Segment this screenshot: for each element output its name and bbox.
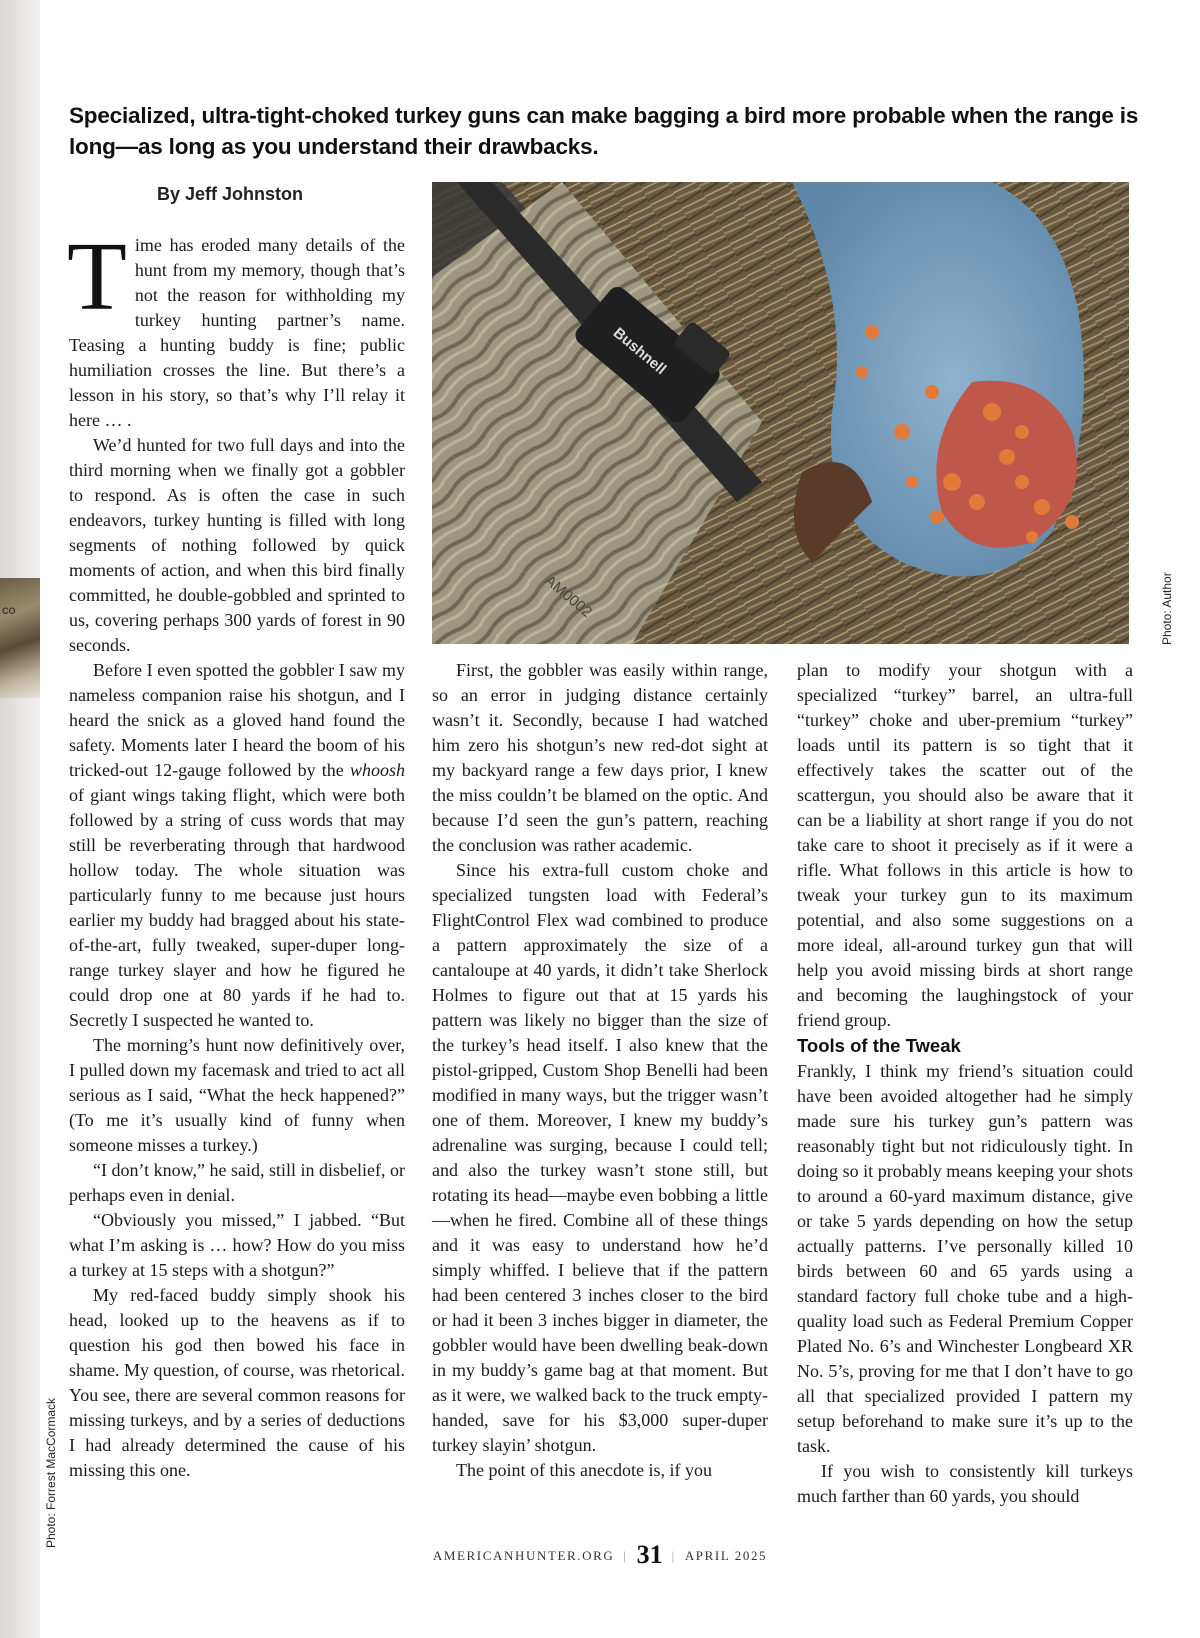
photo-credit-left: Photo: Forrest MacCormack [44,1397,58,1548]
headline-deck: Specialized, ultra-tight-choked turkey guns can make bagging a bird more probable when the range is long—as long as you understand their drawbacks. [69,103,1139,159]
article-column-3 [797,658,1133,1509]
left-strip-text: CO [2,606,16,616]
paragraph: The morning’s hunt now definitively over, I pulled down my facemask and tried to act all serious as I said, “What the heck happened?” (To me it’s usually kind of funny when someone misses a turkey.) [69,1035,405,1155]
bushnell-logo-text: Bushnell [609,324,670,379]
article-column-1 [67,223,406,1483]
section-subhead: Tools of the Tweak [797,1035,961,1056]
shotgun-image-fragment [0,578,40,698]
paragraph: plan to modify your shotgun with a specialized “turkey” barrel, an ultra-full “turkey” choke and uber-premium “turkey” loads until its pattern is so tight that it effectively takes the scatter out of the scattergun, you should also be aware that it can be a liability at short range if you do not take care to shoot it precisely as if it were a rifle. What follows in this article is how to tweak your turkey gun to its maximum potential, and also some suggestions on a more ideal, all-around turkey gun that will help you avoid missing birds at short range and becoming the laughingstock of your friend group. [797,660,1133,1030]
gun-serial-text: AM0002 [541,572,596,621]
paragraph: “Obviously you missed,” I jabbed. “But what I’m asking is … how? How do you miss a turkey at 15 steps with a shotgun?” [69,1210,405,1280]
paragraph: Before I even spotted the gobbler I saw my nameless companion raise his shotgun, and I heard the snick as a gloved hand found the safety. Moments later I heard the boom of his tricked-out 12-gauge followed by the whoosh of giant wings taking flight, which were both followed by a string of cuss words that may still be reverberating through that hardwood hollow today. The whole situation was particularly funny to me because just hours earlier my buddy had bragged about his state-of-the-art, fully tweaked, super-duper long-range turkey slayer and how he figured he could drop one at 80 yards if he had to. Secretly I suspected he wanted to. [69,660,406,1030]
paragraph: Since his extra-full custom choke and specialized tungsten load with Federal’s FlightControl Flex wad combined to produce a pattern approximately the size of a cantaloupe at 40 yards, it didn’t take Sherlock Holmes to figure out that at 15 yards his pattern was likely no bigger than the size of the turkey’s head itself. I also knew that the pistol-gripped, Custom Shop Benelli had been modified in many ways, but the trigger wasn’t one of them. Moreover, I knew my buddy’s adrenaline was surging, because I could tell; and also the turkey wasn’t stone still, but rotating its head—maybe even bobbing a little—when he fired. Combine all of these things and it was easy to understand how he’d simply whiffed. I believe that if the pattern had been centered 3 inches closer to the bird or had it been 3 inches bigger in diameter, the gobbler would have been dwelling beak-down in my buddy’s game bag at that moment. But as it were, we walked back to the truck empty-handed, save for his $3,000 super-duper turkey slayin’ shotgun. [432,860,768,1455]
drop-cap: T [67,223,127,331]
left-margin-photo-strip [0,0,40,1638]
byline: By Jeff Johnston [157,184,304,204]
paragraph: Time has eroded many details of the hunt from my memory, though that’s not the reason for withholding my turkey hunting partner’s name. Teasing a hunting buddy is fine; public humiliation crosses the line. But there’s a lesson in his story, so that’s why I’ll relay it here … . [67,223,405,430]
article-column-2 [432,658,768,1483]
page-footer: AMERICANHUNTER.ORG | 31 | APRIL 2025 [432,1540,768,1569]
photo-credit-right: Photo: Author [1160,572,1174,645]
paragraph: “I don’t know,” he said, still in disbelief, or perhaps even in denial. [69,1160,405,1205]
paragraph: First, the gobbler was easily within range, so an error in judging distance certainly wasn’t it. Secondly, because I had watched him zero his shotgun’s new red-dot sight at my backyard range a few days prior, I knew the miss couldn’t be blamed on the optic. And because I’d seen the gun’s pattern, reaching the conclusion was rather academic. [432,660,768,855]
paragraph: The point of this anecdote is, if you [456,1460,712,1480]
turkey-and-shotgun-photo [432,182,1129,644]
page-number: 31 [636,1540,663,1569]
paragraph: If you wish to consistently kill turkeys much farther than 60 yards, you should [797,1461,1133,1506]
paragraph: We’d hunted for two full days and into the third morning when we finally got a gobbler to respond. As is often the case in such endeavors, turkey hunting is filled with long segments of nothing followed by quick moments of action, and when this bird finally committed, he double-gobbled and sprinted to us, covering perhaps 300 yards of forest in 90 seconds. [69,435,405,655]
footer-site[interactable]: AMERICANHUNTER.ORG [432,1548,615,1563]
paragraph: My red-faced buddy simply shook his head, looked up to the heavens as if to question his god then bowed his face in shame. My question, of course, was rhetorical. You see, there are several common reasons for missing turkeys, and by a series of deductions I had already determined the cause of his missing this one. [69,1285,405,1480]
paragraph: Frankly, I think my friend’s situation could have been avoided altogether had he simply made sure his turkey gun’s pattern was reasonably tight but not ridiculously tight. In doing so it probably means keeping your shots to around a 60-yard maximum distance, give or take 5 yards depending on how the setup actually patterns. I’ve personally killed 10 birds between 60 and 65 yards using a standard factory full choke tube and a high-quality load such as Federal Premium Copper Plated No. 6’s and Winchester Longbeard XR No. 5’s, proving for me that I don’t have to go all that specialized provided I pattern my setup beforehand to make sure it’s up to the task. [797,1061,1133,1456]
footer-date: APRIL 2025 [684,1548,768,1563]
